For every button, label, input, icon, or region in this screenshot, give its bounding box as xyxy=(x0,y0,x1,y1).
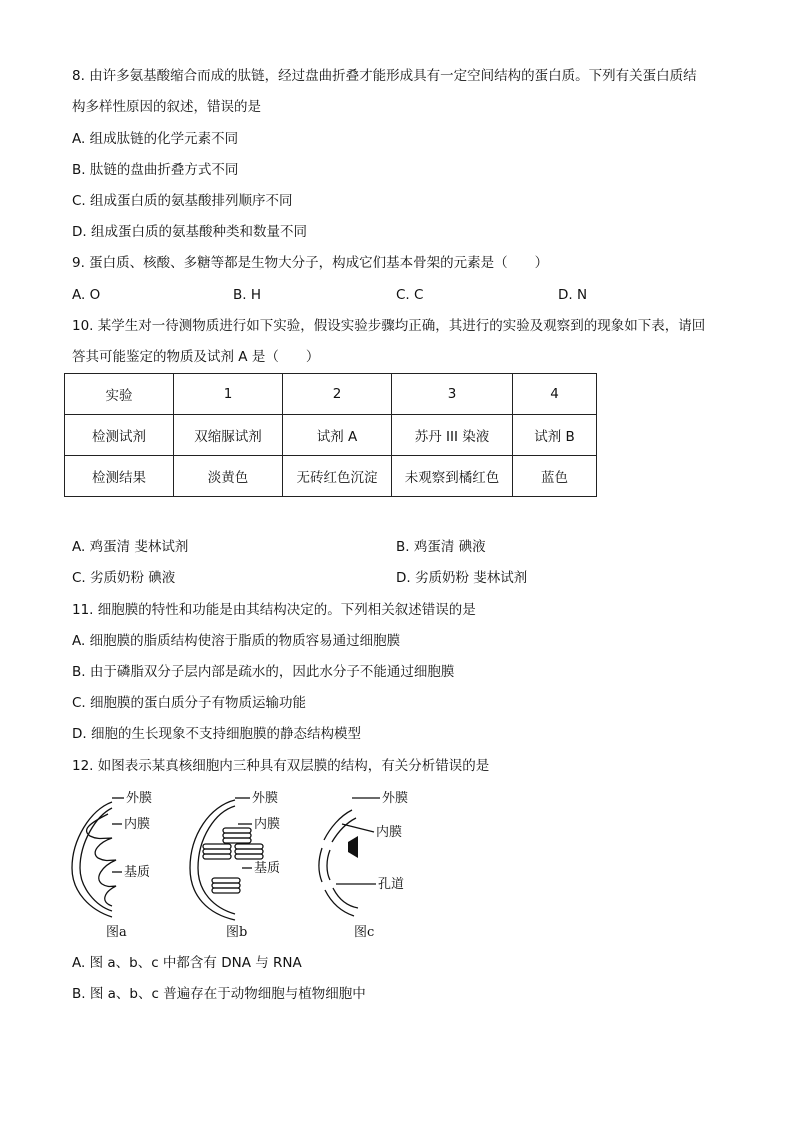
table-cell: 淡黄色 xyxy=(174,456,283,497)
q8-stem-line2: 构多样性原因的叙述，错误的是 xyxy=(72,99,261,115)
outer-membrane-a xyxy=(72,802,112,917)
q11-stem: 11. 细胞膜的特性和功能是由其结构决定的。下列相关叙述错误的是 xyxy=(72,602,476,618)
table-cell: 无砖红色沉淀 xyxy=(283,456,392,497)
table-cell: 实验 xyxy=(65,374,174,415)
q10-stem-line2: 答其可能鉴定的物质及试剂 A 是（ ） xyxy=(72,349,320,365)
figure-a xyxy=(72,798,124,917)
label-c-pore: 孔道 xyxy=(378,877,405,892)
figure-b xyxy=(190,798,263,920)
label-b-inner: 内膜 xyxy=(254,817,281,832)
table-cell: 1 xyxy=(174,374,283,415)
label-c-outer: 外膜 xyxy=(382,791,409,806)
q8-option-c: C. 组成蛋白质的氨基酸排列顺序不同 xyxy=(72,193,293,209)
table-cell: 试剂 A xyxy=(283,415,392,456)
q12-stem: 12. 如图表示某真核细胞内三种具有双层膜的结构，有关分析错误的是 xyxy=(72,758,490,774)
q12-option-a: A. 图 a、b、c 中都含有 DNA 与 RNA xyxy=(72,955,302,971)
grana-stack xyxy=(203,844,231,859)
table-cell: 4 xyxy=(513,374,597,415)
inner-membrane-cristae-a xyxy=(87,814,116,906)
grana-stack xyxy=(212,878,240,893)
q8-stem-line1: 8. 由许多氨基酸缩合而成的肽链，经过盘曲折叠才能形成具有一定空间结构的蛋白质。下列有关蛋白质结 xyxy=(72,68,697,84)
outer-membrane-a-inner xyxy=(80,808,112,911)
table-row xyxy=(65,456,597,497)
q8-option-d: D. 组成蛋白质的氨基酸种类和数量不同 xyxy=(72,224,307,240)
organelle-figure xyxy=(60,780,440,945)
q12-option-b: B. 图 a、b、c 普遍存在于动物细胞与植物细胞中 xyxy=(72,986,366,1002)
label-a-matrix: 基质 xyxy=(124,865,151,880)
q11-option-d: D. 细胞的生长现象不支持细胞膜的静态结构模型 xyxy=(72,726,361,742)
q10-option-b: B. 鸡蛋清 碘液 xyxy=(396,539,486,555)
table-cell: 3 xyxy=(392,374,513,415)
table-row xyxy=(65,374,597,415)
experiment-table xyxy=(64,373,597,497)
caption-a: 图a xyxy=(106,925,127,940)
q9-stem: 9. 蛋白质、核酸、多糖等都是生物大分子，构成它们基本骨架的元素是（ ） xyxy=(72,255,549,271)
q10-option-c: C. 劣质奶粉 碘液 xyxy=(72,570,176,586)
caption-b: 图b xyxy=(226,925,248,940)
label-c-inner: 内膜 xyxy=(376,825,403,840)
table-cell: 检测试剂 xyxy=(65,415,174,456)
table-cell: 未观察到橘红色 xyxy=(392,456,513,497)
q9-option-c: C. C xyxy=(396,287,424,303)
q11-option-c: C. 细胞膜的蛋白质分子有物质运输功能 xyxy=(72,695,307,711)
q9-option-b: B. H xyxy=(233,287,261,303)
q8-option-a: A. 组成肽链的化学元素不同 xyxy=(72,131,239,147)
grana-stack xyxy=(223,828,251,843)
q11-option-b: B. 由于磷脂双分子层内部是疏水的，因此水分子不能通过细胞膜 xyxy=(72,664,455,680)
q10-stem-line1: 10. 某学生对一待测物质进行如下实验，假设实验步骤均正确，其进行的实验及观察到的现象如下表，请回 xyxy=(72,318,706,334)
nuclear-pore-icon xyxy=(348,836,358,858)
table-cell: 双缩脲试剂 xyxy=(174,415,283,456)
caption-c: 图c xyxy=(354,925,375,940)
q11-option-a: A. 细胞膜的脂质结构使溶于脂质的物质容易通过细胞膜 xyxy=(72,633,401,649)
q8-option-b: B. 肽链的盘曲折叠方式不同 xyxy=(72,162,239,178)
label-a-inner: 内膜 xyxy=(124,817,151,832)
table-cell: 蓝色 xyxy=(513,456,597,497)
q10-option-d: D. 劣质奶粉 斐林试剂 xyxy=(396,570,528,586)
label-b-matrix: 基质 xyxy=(254,861,281,876)
figure-c xyxy=(319,798,380,916)
table-row xyxy=(65,415,597,456)
table-cell: 检测结果 xyxy=(65,456,174,497)
q9-option-a: A. O xyxy=(72,287,101,303)
label-b-outer: 外膜 xyxy=(252,791,279,806)
label-a-outer: 外膜 xyxy=(126,791,153,806)
q10-option-a: A. 鸡蛋清 斐林试剂 xyxy=(72,539,189,555)
q9-option-d: D. N xyxy=(558,287,588,303)
grana-stack xyxy=(235,844,263,859)
table-cell: 2 xyxy=(283,374,392,415)
table-cell: 苏丹 III 染液 xyxy=(392,415,513,456)
table-cell: 试剂 B xyxy=(513,415,597,456)
